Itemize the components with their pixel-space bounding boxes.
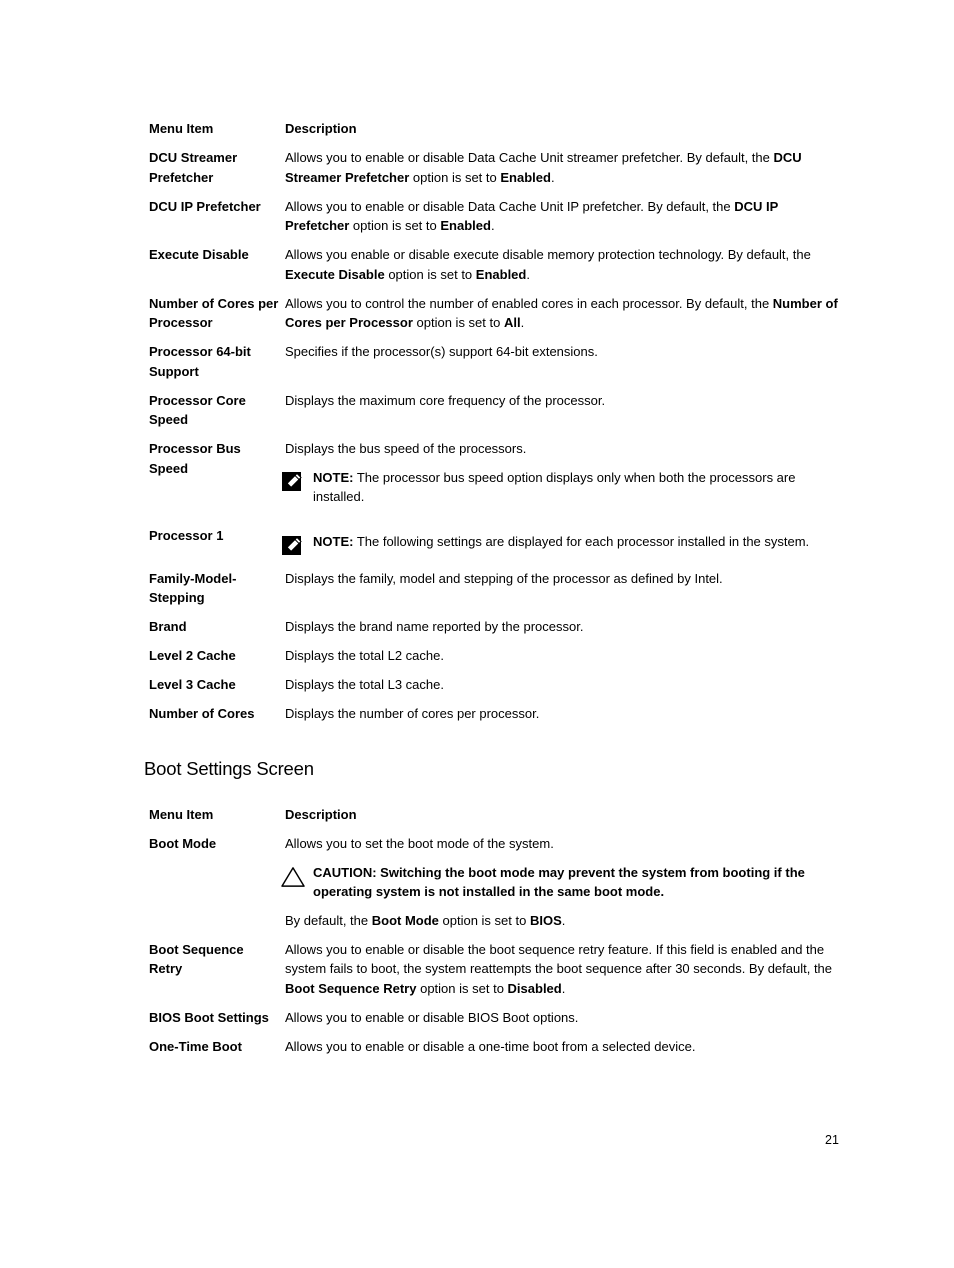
desc-text: Displays the total L2 cache. bbox=[285, 648, 444, 663]
menu-item-description bbox=[280, 646, 844, 675]
header-menu-item: Menu Item bbox=[149, 121, 214, 136]
note-pencil-icon bbox=[281, 535, 305, 557]
menu-item-description bbox=[280, 391, 844, 440]
menu-item-label: One-Time Boot bbox=[149, 1038, 242, 1054]
default-pre: By default, the bbox=[285, 912, 372, 928]
desc-text: option is set to bbox=[409, 169, 501, 185]
menu-item-label: Processor Core Speed bbox=[149, 392, 246, 427]
desc-text: . bbox=[561, 980, 566, 996]
description-text bbox=[285, 245, 844, 284]
desc-text: Allows you to enable or disable BIOS Boot options. bbox=[285, 1009, 579, 1025]
menu-item-label: Processor 1 bbox=[149, 527, 224, 543]
menu-item-label: Processor Bus Speed bbox=[149, 441, 241, 476]
description-text bbox=[285, 391, 844, 411]
table-row bbox=[144, 391, 844, 440]
header-description: Description bbox=[285, 807, 357, 822]
table-header-row bbox=[144, 805, 844, 834]
table-row bbox=[144, 1037, 844, 1066]
header-description: Description bbox=[285, 121, 357, 136]
default-value: BIOS bbox=[529, 912, 562, 928]
table-row bbox=[144, 148, 844, 197]
description-text bbox=[285, 197, 844, 236]
table-row bbox=[144, 675, 844, 704]
caution-text: CAUTION: Switching the boot mode may prevent the system from booting if the operating system is not installed in the same boot mode. bbox=[313, 864, 805, 899]
description-text bbox=[285, 675, 844, 695]
desc-bold: Execute Disable bbox=[285, 266, 385, 282]
description-text bbox=[285, 439, 844, 459]
desc-bold: Disabled bbox=[507, 980, 562, 996]
menu-item-label: Level 3 Cache bbox=[149, 677, 236, 692]
boot-settings-table bbox=[144, 805, 844, 1066]
menu-item-label: DCU IP Prefetcher bbox=[149, 198, 261, 214]
menu-item-description bbox=[280, 1037, 844, 1066]
note-body: The following settings are displayed for each processor installed in the system. bbox=[353, 533, 810, 549]
menu-item-label: Boot Sequence Retry bbox=[149, 941, 244, 976]
note-text bbox=[313, 468, 844, 507]
table-row bbox=[144, 245, 844, 294]
section-title: Boot Settings Screen bbox=[144, 758, 314, 779]
menu-item-description bbox=[280, 704, 844, 733]
desc-text: Allows you enable or disable execute disable memory protection technology. By default, the bbox=[285, 247, 811, 262]
desc-text: . bbox=[520, 315, 525, 330]
menu-item-label: Processor 64-bit Support bbox=[149, 344, 251, 379]
note-box bbox=[285, 532, 844, 557]
table-row bbox=[144, 569, 844, 618]
desc-text: Displays the family, model and stepping of the processor as defined by Intel. bbox=[285, 570, 723, 586]
caution-box bbox=[285, 863, 844, 902]
description-text bbox=[285, 294, 844, 333]
menu-item-description bbox=[280, 245, 844, 294]
desc-bold: DCU IP Prefetcher bbox=[285, 198, 779, 233]
boot-mode-desc: Allows you to set the boot mode of the system. bbox=[285, 836, 554, 851]
note-text bbox=[313, 532, 844, 552]
menu-item-label: Number of Cores bbox=[149, 706, 255, 721]
desc-text: option is set to bbox=[349, 218, 441, 233]
menu-item-description bbox=[280, 940, 844, 1008]
description-text bbox=[285, 342, 844, 362]
menu-item-label: BIOS Boot Settings bbox=[149, 1009, 269, 1025]
description-text bbox=[285, 569, 844, 589]
description-text bbox=[285, 148, 844, 187]
description-text bbox=[285, 617, 844, 637]
desc-bold: DCU Streamer Prefetcher bbox=[285, 150, 802, 185]
table-row bbox=[144, 834, 844, 940]
desc-text: . bbox=[526, 266, 530, 282]
caution-triangle-icon bbox=[281, 866, 305, 888]
note-label: NOTE: bbox=[313, 469, 354, 485]
menu-item-description bbox=[280, 675, 844, 704]
menu-item-description bbox=[280, 197, 844, 246]
menu-item-description bbox=[280, 1008, 844, 1037]
desc-bold: Enabled bbox=[440, 218, 491, 233]
default-mid: option is set to bbox=[438, 912, 530, 928]
desc-text: . bbox=[550, 169, 555, 185]
table-row bbox=[144, 526, 844, 569]
desc-bold: Enabled bbox=[500, 169, 551, 185]
desc-bold: All bbox=[503, 315, 521, 330]
desc-text: Specifies if the processor(s) support 64-bit extensions. bbox=[285, 344, 598, 359]
menu-item-label: Boot Mode bbox=[149, 836, 217, 851]
table-row bbox=[144, 940, 844, 1008]
desc-text: option is set to bbox=[384, 266, 476, 282]
menu-item-label: Family-Model-Stepping bbox=[149, 570, 237, 605]
menu-item-label: Number of Cores per Processor bbox=[149, 295, 279, 330]
desc-text: option is set to bbox=[416, 980, 508, 996]
note-label: NOTE: bbox=[313, 533, 354, 549]
desc-text: . bbox=[490, 218, 495, 233]
desc-text: Displays the number of cores per processor. bbox=[285, 706, 540, 721]
desc-text: Displays the total L3 cache. bbox=[285, 677, 444, 692]
menu-item-label: Level 2 Cache bbox=[149, 648, 236, 663]
menu-item-description bbox=[280, 834, 844, 940]
note-pencil-icon bbox=[281, 471, 305, 493]
table-row bbox=[144, 342, 844, 391]
desc-bold: Enabled bbox=[475, 266, 527, 282]
description-text bbox=[285, 1008, 844, 1028]
table-row bbox=[144, 704, 844, 733]
menu-item-description bbox=[280, 569, 844, 618]
description-text bbox=[285, 940, 844, 999]
menu-item-description bbox=[280, 294, 844, 343]
table-row bbox=[144, 294, 844, 343]
desc-text: Allows you to enable or disable a one-time boot from a selected device. bbox=[285, 1038, 696, 1054]
description-text bbox=[285, 1037, 844, 1057]
desc-text: Displays the bus speed of the processors. bbox=[285, 441, 527, 456]
table-row bbox=[144, 1008, 844, 1037]
desc-text: option is set to bbox=[412, 315, 504, 330]
menu-item-description bbox=[280, 526, 844, 569]
table-header-row bbox=[144, 119, 844, 148]
menu-item-label: Execute Disable bbox=[149, 247, 249, 262]
menu-item-label: Brand bbox=[149, 619, 187, 634]
desc-bold: Number of Cores per Processor bbox=[285, 295, 838, 330]
table-row bbox=[144, 617, 844, 646]
menu-item-description bbox=[280, 617, 844, 646]
menu-item-description bbox=[280, 148, 844, 197]
table-row bbox=[144, 439, 844, 526]
boot-mode-default bbox=[285, 911, 844, 931]
desc-text: Allows you to enable or disable Data Cache Unit streamer prefetcher. By default, the bbox=[285, 150, 774, 165]
description-text bbox=[285, 704, 844, 724]
description-text bbox=[285, 646, 844, 666]
desc-text: Allows you to control the number of enabled cores in each processor. By default, the bbox=[285, 295, 773, 311]
page-number: 21 bbox=[825, 1133, 839, 1147]
table-row bbox=[144, 197, 844, 246]
desc-bold: Boot Sequence Retry bbox=[285, 980, 417, 996]
processor-settings-table bbox=[144, 119, 844, 733]
header-menu-item: Menu Item bbox=[149, 807, 214, 822]
table-row bbox=[144, 646, 844, 675]
note-box bbox=[285, 468, 844, 507]
desc-text: Displays the maximum core frequency of the processor. bbox=[285, 392, 606, 408]
desc-text: Displays the brand name reported by the processor. bbox=[285, 619, 584, 634]
default-option: Boot Mode bbox=[371, 912, 439, 928]
desc-text: Allows you to enable or disable Data Cache Unit IP prefetcher. By default, the bbox=[285, 198, 735, 214]
menu-item-description bbox=[280, 439, 844, 526]
note-body: The processor bus speed option displays only when both the processors are installed. bbox=[313, 469, 796, 504]
menu-item-label: DCU Streamer Prefetcher bbox=[149, 150, 238, 185]
menu-item-description bbox=[280, 342, 844, 391]
desc-text: Allows you to enable or disable the boot sequence retry feature. If this field is enabled and the system fails to boot, the system reattempts the boot sequence after 30 seconds. By default, the bbox=[285, 941, 833, 976]
default-end: . bbox=[561, 912, 566, 928]
